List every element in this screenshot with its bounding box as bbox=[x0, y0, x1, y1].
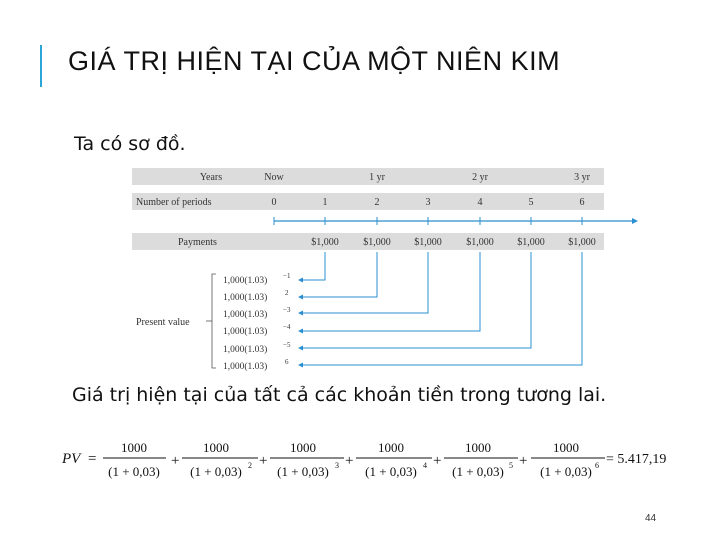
formula-plus: + bbox=[519, 453, 528, 469]
year-label: 1 yr bbox=[369, 172, 385, 183]
formula-numerator: 1000 bbox=[553, 440, 579, 455]
formula-denominator: (1 + 0,03) bbox=[365, 464, 417, 479]
pv-term-exponent: −1 bbox=[283, 272, 291, 280]
pv-bracket bbox=[212, 274, 216, 368]
formula-exponent: 6 bbox=[595, 461, 599, 470]
formula-exponent: 4 bbox=[423, 461, 427, 470]
pv-term-exponent: −3 bbox=[283, 306, 291, 314]
period-label: 3 bbox=[425, 197, 431, 208]
page-number: 44 bbox=[645, 513, 657, 524]
formula-plus: + bbox=[345, 453, 354, 469]
period-label: 4 bbox=[477, 197, 483, 208]
formula-numerator: 1000 bbox=[465, 440, 491, 455]
formula-result: = 5.417,19 bbox=[606, 452, 667, 467]
formula-denominator: (1 + 0,03) bbox=[108, 464, 160, 479]
pv-term-base: 1,000(1.03) bbox=[223, 276, 268, 286]
year-label: 2 yr bbox=[472, 172, 488, 183]
pv-term-base: 1,000(1.03) bbox=[223, 362, 268, 372]
formula-denominator: (1 + 0,03) bbox=[452, 464, 504, 479]
period-label: 1 bbox=[322, 197, 328, 208]
summary-text: Giá trị hiện tại của tất cả các khoản tiền trong tương lai. bbox=[72, 384, 607, 406]
pv-term-exponent: −5 bbox=[283, 341, 291, 349]
formula-exponent: 5 bbox=[509, 461, 513, 470]
formula-exponent: 3 bbox=[335, 461, 339, 470]
pv-term-exponent: 6 bbox=[285, 358, 289, 366]
connector-period-1 bbox=[302, 252, 325, 280]
year-label: 3 yr bbox=[574, 172, 590, 183]
payments-label: Payments bbox=[178, 237, 217, 248]
formula-plus: + bbox=[171, 453, 180, 469]
formula-equals: = bbox=[88, 451, 97, 467]
pv-term-base: 1,000(1.03) bbox=[223, 345, 268, 355]
connector-arrowheads bbox=[298, 278, 303, 368]
pv-formula bbox=[61, 440, 666, 479]
payment-value: $1,000 bbox=[414, 237, 442, 248]
formula-lhs: PV bbox=[62, 451, 81, 467]
connector-period-5 bbox=[302, 252, 531, 348]
pv-term-exponent: 2 bbox=[285, 289, 289, 297]
connector-period-2 bbox=[302, 252, 377, 297]
slide-title: GIÁ TRỊ HIỆN TẠI CỦA MỘT NIÊN KIM bbox=[68, 46, 561, 76]
years-label: Years bbox=[199, 172, 223, 183]
formula-denominator: (1 + 0,03) bbox=[190, 464, 242, 479]
payment-value: $1,000 bbox=[517, 237, 545, 248]
formula-denominator: (1 + 0,03) bbox=[540, 464, 592, 479]
connector-period-4 bbox=[302, 252, 480, 331]
period-label: 2 bbox=[374, 197, 380, 208]
pv-term-base: 1,000(1.03) bbox=[223, 310, 268, 320]
formula-numerator: 1000 bbox=[378, 440, 404, 455]
formula-denominator: (1 + 0,03) bbox=[277, 464, 329, 479]
period-label: 0 bbox=[271, 197, 277, 208]
year-label: Now bbox=[264, 172, 284, 183]
formula-plus: + bbox=[259, 453, 268, 469]
connector-period-3 bbox=[302, 252, 428, 313]
pv-term-base: 1,000(1.03) bbox=[223, 327, 268, 337]
present-value-label: Present value bbox=[136, 317, 190, 328]
formula-plus: + bbox=[433, 453, 442, 469]
formula-numerator: 1000 bbox=[290, 440, 316, 455]
pv-term-exponent: −4 bbox=[283, 323, 291, 331]
period-label: 6 bbox=[579, 197, 585, 208]
payment-value: $1,000 bbox=[311, 237, 339, 248]
payment-value: $1,000 bbox=[466, 237, 494, 248]
timeline-arrowhead bbox=[632, 218, 638, 224]
formula-numerator: 1000 bbox=[203, 440, 229, 455]
formula-numerator: 1000 bbox=[121, 440, 147, 455]
pv-term-base: 1,000(1.03) bbox=[223, 293, 268, 303]
discount-connectors bbox=[302, 252, 582, 365]
intro-text: Ta có sơ đồ. bbox=[74, 133, 186, 155]
pv-terms bbox=[223, 272, 291, 372]
payment-value: $1,000 bbox=[363, 237, 391, 248]
payment-value: $1,000 bbox=[568, 237, 596, 248]
periods-label: Number of periods bbox=[136, 197, 212, 208]
formula-exponent: 2 bbox=[248, 461, 252, 470]
period-label: 5 bbox=[528, 197, 534, 208]
